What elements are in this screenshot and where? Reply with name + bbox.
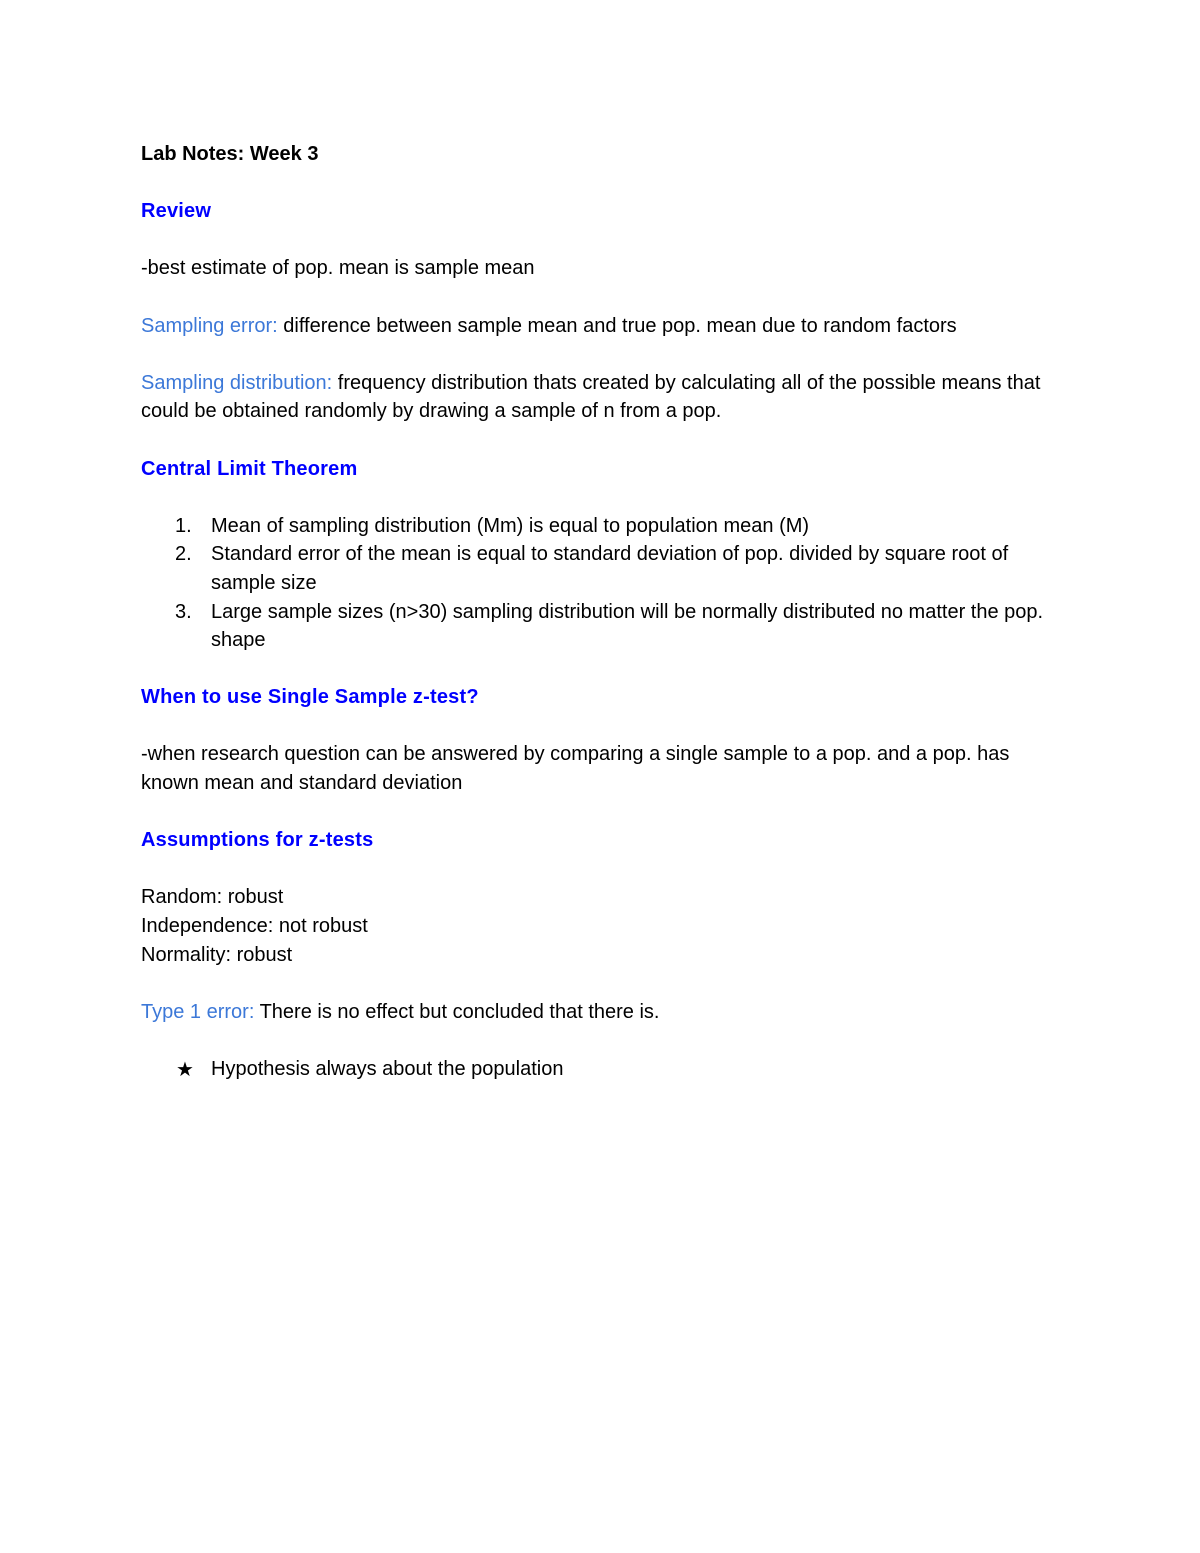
list-item-number: 1. — [175, 514, 192, 537]
star-icon: ★ — [176, 1057, 194, 1081]
clt-heading: Central Limit Theorem — [141, 457, 358, 480]
list-item-text: Mean of sampling distribution (Mm) is equal to population mean (M) — [211, 514, 810, 537]
review-heading: Review — [141, 200, 212, 223]
document-title: Lab Notes: Week 3 — [141, 143, 319, 165]
list-item-number: 3. — [175, 600, 192, 623]
sampling-distribution-definition: frequency distribution thats created by calculating all of the possible means that could be obtained randomly by drawing a sample of n from a pop. — [141, 371, 1041, 423]
document-body — [141, 140, 1061, 1084]
list-item-text: Large sample sizes (n>30) sampling distribution will be normally distributed no matter the pop. shape — [211, 600, 1044, 652]
ztest-heading: When to use Single Sample z-test? — [141, 686, 479, 709]
assumptions-heading: Assumptions for z-tests — [141, 829, 374, 852]
sampling-error-definition: difference between sample mean and true pop. mean due to random factors — [277, 314, 957, 337]
list-item — [141, 598, 1061, 655]
hypothesis-note-text: Hypothesis always about the population — [211, 1058, 564, 1080]
list-item-number: 2. — [175, 543, 192, 566]
sampling-error-paragraph — [141, 312, 1061, 341]
assumption-independence: Independence: not robust — [141, 915, 368, 938]
assumption-random: Random: robust — [141, 886, 284, 909]
hypothesis-note — [141, 1055, 1061, 1084]
list-item — [141, 540, 1061, 597]
type1-error-term: Type 1 error: — [141, 1000, 255, 1023]
sampling-error-term: Sampling error: — [141, 314, 278, 337]
ztest-description: -when research question can be answered by comparing a single sample to a pop. and a pop. has known mean and standard deviation — [141, 743, 1010, 795]
sampling-distribution-paragraph — [141, 369, 1061, 426]
assumption-normality: Normality: robust — [141, 943, 293, 966]
clt-list — [141, 512, 1061, 655]
review-best-estimate: -best estimate of pop. mean is sample mean — [141, 257, 535, 280]
sampling-distribution-term: Sampling distribution: — [141, 371, 333, 394]
type1-error-paragraph — [141, 998, 1061, 1027]
list-item — [141, 512, 1061, 541]
type1-error-definition: There is no effect but concluded that there is. — [254, 1000, 660, 1023]
list-item-text: Standard error of the mean is equal to standard deviation of pop. divided by square root of sample size — [211, 543, 1009, 594]
